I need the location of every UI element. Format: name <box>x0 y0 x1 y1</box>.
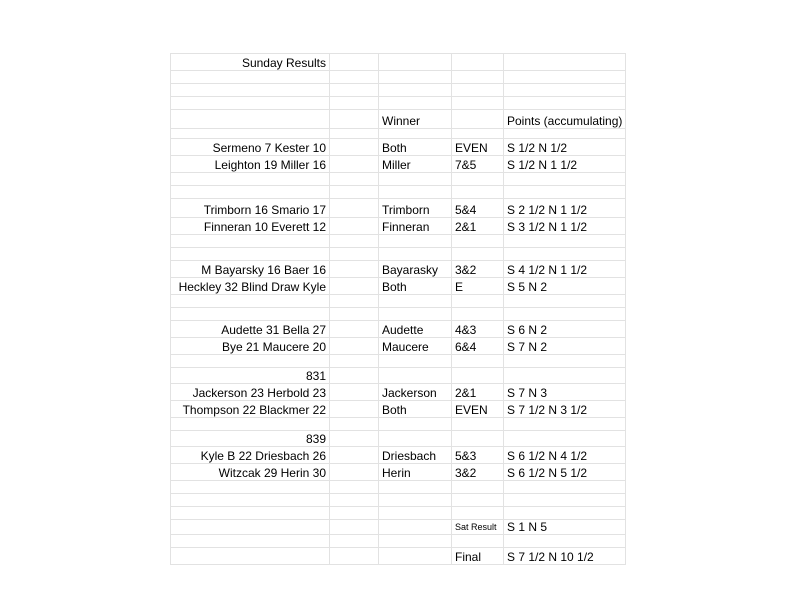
match-cell[interactable] <box>171 308 330 321</box>
table-row <box>171 261 626 278</box>
table-row <box>171 548 626 565</box>
result-cell[interactable] <box>452 110 504 129</box>
winner-cell[interactable] <box>379 418 452 431</box>
result-cell[interactable]: E <box>452 278 504 295</box>
winner-cell[interactable] <box>379 494 452 507</box>
result-cell[interactable] <box>452 355 504 368</box>
winner-cell[interactable]: Trimborn <box>379 199 452 218</box>
match-cell[interactable]: 831 <box>171 368 330 384</box>
table-row <box>171 235 626 248</box>
points-cell[interactable]: Points (accumulating) <box>504 110 626 129</box>
points-cell[interactable]: S 3 1/2 N 1 1/2 <box>504 218 626 235</box>
match-cell[interactable] <box>171 507 330 520</box>
winner-cell[interactable]: Finneran <box>379 218 452 235</box>
points-cell[interactable]: S 7 N 2 <box>504 338 626 355</box>
points-cell[interactable] <box>504 418 626 431</box>
table-row <box>171 368 626 384</box>
match-cell[interactable]: Witzcak 29 Herin 30 <box>171 464 330 481</box>
match-cell[interactable] <box>171 248 330 261</box>
table-row <box>171 321 626 338</box>
table-row <box>171 418 626 431</box>
spacer-cell[interactable] <box>330 129 379 139</box>
winner-cell[interactable]: Both <box>379 401 452 418</box>
winner-cell[interactable]: Miller <box>379 156 452 173</box>
winner-cell[interactable] <box>379 186 452 199</box>
spacer-cell[interactable] <box>330 368 379 384</box>
spacer-cell[interactable] <box>330 535 379 548</box>
match-cell[interactable]: Bye 21 Maucere 20 <box>171 338 330 355</box>
points-cell[interactable] <box>504 355 626 368</box>
spreadsheet-grid <box>170 53 626 565</box>
match-cell[interactable]: Audette 31 Bella 27 <box>171 321 330 338</box>
match-cell[interactable] <box>171 295 330 308</box>
winner-cell[interactable] <box>379 248 452 261</box>
winner-cell[interactable] <box>379 431 452 447</box>
spacer-cell[interactable] <box>330 295 379 308</box>
result-cell[interactable]: 6&4 <box>452 338 504 355</box>
points-cell[interactable] <box>504 97 626 110</box>
points-cell[interactable]: S 1 N 5 <box>504 520 626 535</box>
points-cell[interactable]: S 4 1/2 N 1 1/2 <box>504 261 626 278</box>
points-cell[interactable] <box>504 84 626 97</box>
table-row <box>171 338 626 355</box>
result-cell[interactable]: 2&1 <box>452 218 504 235</box>
spacer-cell[interactable] <box>330 199 379 218</box>
result-cell[interactable] <box>452 494 504 507</box>
winner-cell[interactable] <box>379 548 452 565</box>
points-cell[interactable] <box>504 186 626 199</box>
table-row <box>171 481 626 494</box>
winner-cell[interactable] <box>379 54 452 71</box>
points-cell[interactable] <box>504 368 626 384</box>
spacer-cell[interactable] <box>330 401 379 418</box>
table-row <box>171 199 626 218</box>
winner-cell[interactable]: Winner <box>379 110 452 129</box>
spacer-cell[interactable] <box>330 261 379 278</box>
spacer-cell[interactable] <box>330 447 379 464</box>
result-cell[interactable] <box>452 54 504 71</box>
match-cell[interactable] <box>171 235 330 248</box>
table-row <box>171 186 626 199</box>
points-cell[interactable] <box>504 481 626 494</box>
table-row <box>171 401 626 418</box>
result-cell[interactable] <box>452 507 504 520</box>
spacer-cell[interactable] <box>330 248 379 261</box>
result-cell[interactable]: 5&4 <box>452 199 504 218</box>
match-cell[interactable]: 839 <box>171 431 330 447</box>
table-row <box>171 431 626 447</box>
winner-cell[interactable]: Maucere <box>379 338 452 355</box>
winner-cell[interactable] <box>379 355 452 368</box>
spacer-cell[interactable] <box>330 520 379 535</box>
spacer-cell[interactable] <box>330 308 379 321</box>
winner-cell[interactable] <box>379 308 452 321</box>
points-cell[interactable]: S 7 1/2 N 10 1/2 <box>504 548 626 565</box>
result-cell[interactable]: 3&2 <box>452 464 504 481</box>
winner-cell[interactable] <box>379 71 452 84</box>
result-cell[interactable]: 5&3 <box>452 447 504 464</box>
result-cell[interactable] <box>452 129 504 139</box>
spacer-cell[interactable] <box>330 494 379 507</box>
result-cell[interactable] <box>452 418 504 431</box>
table-row <box>171 248 626 261</box>
points-cell[interactable] <box>504 431 626 447</box>
table-row <box>171 520 626 535</box>
points-cell[interactable] <box>504 71 626 84</box>
points-cell[interactable]: S 6 1/2 N 5 1/2 <box>504 464 626 481</box>
points-cell[interactable] <box>504 248 626 261</box>
points-cell[interactable] <box>504 54 626 71</box>
spacer-cell[interactable] <box>330 507 379 520</box>
table-row <box>171 110 626 129</box>
winner-cell[interactable]: Both <box>379 139 452 156</box>
match-cell[interactable]: Sunday Results <box>171 54 330 71</box>
winner-cell[interactable] <box>379 235 452 248</box>
match-cell[interactable]: M Bayarsky 16 Baer 16 <box>171 261 330 278</box>
spacer-cell[interactable] <box>330 548 379 565</box>
table-row <box>171 494 626 507</box>
spacer-cell[interactable] <box>330 173 379 186</box>
spacer-cell[interactable] <box>330 84 379 97</box>
match-cell[interactable] <box>171 355 330 368</box>
result-cell[interactable]: 3&2 <box>452 261 504 278</box>
table-row <box>171 507 626 520</box>
match-cell[interactable]: Jackerson 23 Herbold 23 <box>171 384 330 401</box>
spacer-cell[interactable] <box>330 186 379 199</box>
table-row <box>171 355 626 368</box>
match-cell[interactable] <box>171 173 330 186</box>
winner-cell[interactable] <box>379 84 452 97</box>
points-cell[interactable]: S 5 N 2 <box>504 278 626 295</box>
spacer-cell[interactable] <box>330 278 379 295</box>
spacer-cell[interactable] <box>330 139 379 156</box>
match-cell[interactable]: Trimborn 16 Smario 17 <box>171 199 330 218</box>
result-cell[interactable]: 4&3 <box>452 321 504 338</box>
spacer-cell[interactable] <box>330 218 379 235</box>
result-cell[interactable]: 2&1 <box>452 384 504 401</box>
match-cell[interactable] <box>171 110 330 129</box>
match-cell[interactable]: Leighton 19 Miller 16 <box>171 156 330 173</box>
match-cell[interactable] <box>171 520 330 535</box>
points-cell[interactable] <box>504 173 626 186</box>
points-cell[interactable]: S 7 1/2 N 3 1/2 <box>504 401 626 418</box>
sheet-body <box>171 54 626 565</box>
table-row <box>171 156 626 173</box>
points-cell[interactable]: S 1/2 N 1/2 <box>504 139 626 156</box>
points-cell[interactable]: S 6 N 2 <box>504 321 626 338</box>
result-cell[interactable] <box>452 97 504 110</box>
spacer-cell[interactable] <box>330 384 379 401</box>
result-cell[interactable] <box>452 186 504 199</box>
points-cell[interactable] <box>504 295 626 308</box>
match-cell[interactable] <box>171 535 330 548</box>
spacer-cell[interactable] <box>330 156 379 173</box>
match-cell[interactable] <box>171 548 330 565</box>
result-cell[interactable]: 7&5 <box>452 156 504 173</box>
table-row <box>171 278 626 295</box>
result-cell[interactable] <box>452 173 504 186</box>
match-cell[interactable]: Finneran 10 Everett 12 <box>171 218 330 235</box>
spacer-cell[interactable] <box>330 481 379 494</box>
winner-cell[interactable] <box>379 535 452 548</box>
result-cell[interactable] <box>452 368 504 384</box>
points-cell[interactable] <box>504 308 626 321</box>
match-cell[interactable]: Sermeno 7 Kester 10 <box>171 139 330 156</box>
table-row <box>171 308 626 321</box>
result-cell[interactable] <box>452 308 504 321</box>
match-cell[interactable] <box>171 494 330 507</box>
match-cell[interactable]: Thompson 22 Blackmer 22 <box>171 401 330 418</box>
result-cell[interactable] <box>452 248 504 261</box>
winner-cell[interactable] <box>379 520 452 535</box>
points-cell[interactable] <box>504 129 626 139</box>
winner-cell[interactable] <box>379 173 452 186</box>
spacer-cell[interactable] <box>330 321 379 338</box>
spacer-cell[interactable] <box>330 418 379 431</box>
result-cell[interactable] <box>452 295 504 308</box>
match-cell[interactable] <box>171 186 330 199</box>
winner-cell[interactable]: Herin <box>379 464 452 481</box>
table-row <box>171 295 626 308</box>
spacer-cell[interactable] <box>330 355 379 368</box>
winner-cell[interactable] <box>379 295 452 308</box>
spacer-cell[interactable] <box>330 110 379 129</box>
table-row <box>171 97 626 110</box>
points-cell[interactable] <box>504 507 626 520</box>
table-row <box>171 535 626 548</box>
winner-cell[interactable] <box>379 97 452 110</box>
winner-cell[interactable] <box>379 368 452 384</box>
match-cell[interactable] <box>171 129 330 139</box>
table-row <box>171 384 626 401</box>
result-cell[interactable]: EVEN <box>452 139 504 156</box>
winner-cell[interactable]: Jackerson <box>379 384 452 401</box>
match-cell[interactable] <box>171 481 330 494</box>
spacer-cell[interactable] <box>330 97 379 110</box>
spacer-cell[interactable] <box>330 71 379 84</box>
result-cell[interactable] <box>452 235 504 248</box>
table-row <box>171 71 626 84</box>
table-row <box>171 84 626 97</box>
winner-cell[interactable] <box>379 129 452 139</box>
table-row <box>171 54 626 71</box>
table-row <box>171 129 626 139</box>
spacer-cell[interactable] <box>330 431 379 447</box>
winner-cell[interactable]: Bayarasky <box>379 261 452 278</box>
result-cell[interactable]: EVEN <box>452 401 504 418</box>
result-cell[interactable] <box>452 481 504 494</box>
result-cell[interactable]: Final <box>452 548 504 565</box>
table-row <box>171 139 626 156</box>
winner-cell[interactable]: Audette <box>379 321 452 338</box>
winner-cell[interactable]: Both <box>379 278 452 295</box>
spacer-cell[interactable] <box>330 338 379 355</box>
match-cell[interactable] <box>171 71 330 84</box>
match-cell[interactable]: Heckley 32 Blind Draw Kyle <box>171 278 330 295</box>
points-cell[interactable] <box>504 494 626 507</box>
table-row <box>171 173 626 186</box>
table-row <box>171 218 626 235</box>
spacer-cell[interactable] <box>330 235 379 248</box>
spacer-cell[interactable] <box>330 464 379 481</box>
points-cell[interactable] <box>504 535 626 548</box>
result-cell[interactable] <box>452 84 504 97</box>
points-cell[interactable]: S 6 1/2 N 4 1/2 <box>504 447 626 464</box>
match-cell[interactable]: Kyle B 22 Driesbach 26 <box>171 447 330 464</box>
points-cell[interactable]: S 1/2 N 1 1/2 <box>504 156 626 173</box>
points-cell[interactable] <box>504 235 626 248</box>
points-cell[interactable]: S 7 N 3 <box>504 384 626 401</box>
result-cell[interactable] <box>452 535 504 548</box>
table-row <box>171 447 626 464</box>
winner-cell[interactable] <box>379 481 452 494</box>
winner-cell[interactable] <box>379 507 452 520</box>
match-cell[interactable] <box>171 418 330 431</box>
spacer-cell[interactable] <box>330 54 379 71</box>
match-cell[interactable] <box>171 84 330 97</box>
result-cell[interactable]: Sat Result <box>452 520 504 535</box>
result-cell[interactable] <box>452 71 504 84</box>
winner-cell[interactable]: Driesbach <box>379 447 452 464</box>
match-cell[interactable] <box>171 97 330 110</box>
table-row <box>171 464 626 481</box>
result-cell[interactable] <box>452 431 504 447</box>
points-cell[interactable]: S 2 1/2 N 1 1/2 <box>504 199 626 218</box>
